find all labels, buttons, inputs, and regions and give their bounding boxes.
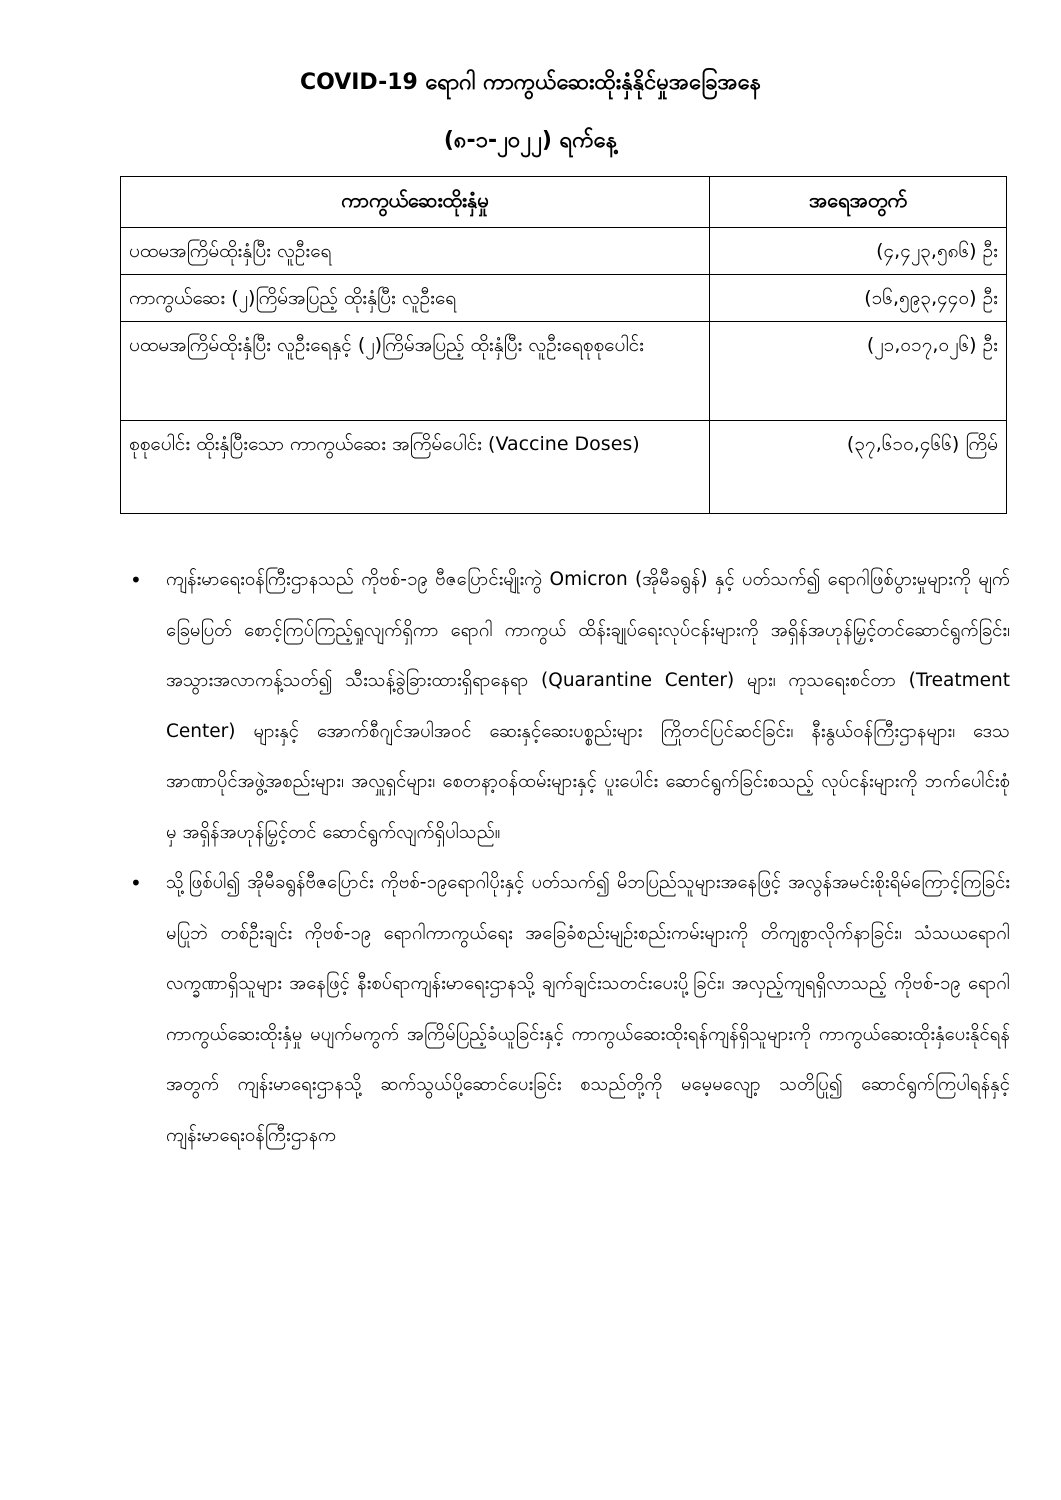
table-row bbox=[121, 275, 1007, 322]
bullet-item bbox=[120, 555, 1010, 858]
row-value: (၁၆,၅၉၃,၄၄၀) ဦး bbox=[710, 275, 1007, 322]
row-value: (၂၁,၀၁၇,၀၂၆) ဦး bbox=[710, 322, 1007, 421]
date-line: (၈-၁-၂၀၂၂) ရက်နေ့ bbox=[443, 128, 618, 153]
bullet-list bbox=[120, 555, 1010, 1161]
bullet-icon: • bbox=[130, 871, 142, 895]
bullet-text: သို့ဖြစ်ပါ၍ အိုမီခရွန်ဗီဇပြောင်း ကိုဗစ်-၁၉ရောဂါပိုးနှင့် ပတ်သက်၍ မိဘပြည်သူများအနေဖြင့် အလွန်အမင်းစိုးရိမ်ကြောင့်ကြခြင်းမပြုဘဲ တစ်ဦးချင်း ကိုဗစ်-၁၉ ရောဂါကာကွယ်ရေး အခြေခံစည်းမျဉ်းစည်းကမ်းများကို တိကျစွာလိုက်နာခြင်း၊ သံသယရောဂါလက္ခဏာရှိသူများ အနေဖြင့် နီးစပ်ရာကျန်းမာရေးဌာနသို့ ချက်ချင်းသတင်းပေးပို့ခြင်း၊ အလှည့်ကျရရှိလာသည့် ကိုဗစ်-၁၉ ရောဂါ ကာကွယ်ဆေးထိုးနှံမှု မပျက်မကွက် အကြိမ်ပြည့်ခံယူခြင်းနှင့် ကာကွယ်ဆေးထိုးရန်ကျန်ရှိသူများကို ကာကွယ်ဆေးထိုးနှံပေးနိုင်ရန်အတွက် ကျန်းမာရေးဌာနသို့ ဆက်သွယ်ပို့ဆောင်ပေးခြင်း စသည်တို့ကို မမေ့မလျော့ သတိပြု၍ ဆောင်ရွက်ကြပါရန်နှင့် ကျန်းမာရေးဝန်ကြီးဌာနက bbox=[166, 872, 1010, 1146]
row-value: (၃၇,၆၁၀,၄၆၆) ကြိမ် bbox=[710, 421, 1007, 514]
page-title: COVID-19 ရောဂါ ကာကွယ်ဆေးထိုးနှံနိုင်မှုအခြေအနေ bbox=[299, 70, 762, 95]
bullet-icon: • bbox=[130, 568, 142, 592]
row-label: ကာကွယ်ဆေး (၂)ကြိမ်အပြည့် ထိုးနှံပြီး လူဦးရေ bbox=[121, 275, 710, 322]
table-header-row bbox=[121, 177, 1007, 228]
column-header-count: အရေအတွက် bbox=[710, 177, 1007, 228]
bullet-item bbox=[120, 858, 1010, 1161]
table-row bbox=[121, 421, 1007, 514]
vaccination-table bbox=[120, 176, 1007, 514]
column-header-description: ကာကွယ်ဆေးထိုးနှံမှု bbox=[121, 177, 710, 228]
table-row bbox=[121, 228, 1007, 275]
row-label: ပထမအကြိမ်ထိုးနှံပြီး လူဦးရေနှင့် (၂)ကြိမ်အပြည့် ထိုးနှံပြီး လူဦးရေစုစုပေါင်း bbox=[121, 322, 710, 421]
table-row bbox=[121, 322, 1007, 421]
bullet-text: ကျန်းမာရေးဝန်ကြီးဌာနသည် ကိုဗစ်-၁၉ ဗီဇပြောင်းမျိုးကွဲ Omicron (အိုမီခရွန်) နှင့် ပတ်သက်၍ ရောဂါဖြစ်ပွားမှုများကို မျက်ခြေမပြတ် စောင့်ကြပ်ကြည့်ရှုလျက်ရှိကာ ရောဂါ ကာကွယ် ထိန်းချုပ်ရေးလုပ်ငန်းများကို အရှိန်အဟုန်မြှင့်တင်ဆောင်ရွက်ခြင်း၊ အသွားအလာကန့်သတ်၍ သီးသန့်ခွဲခြားထားရှိရာနေရာ (Quarantine Center) များ၊ ကုသရေးစင်တာ (Treatment Center) များနှင့် အောက်စီဂျင်အပါအဝင် ဆေးနှင့်ဆေးပစ္စည်းများ ကြိုတင်ပြင်ဆင်ခြင်း၊ နီးနွယ်ဝန်ကြီးဌာနများ၊ ဒေသအာဏာပိုင်အဖွဲ့အစည်းများ၊ အလှူရှင်များ၊ စေတနာ့ဝန်ထမ်းများနှင့် ပူးပေါင်း ဆောင်ရွက်ခြင်းစသည့် လုပ်ငန်းများကို ဘက်ပေါင်းစုံမှ အရှိန်အဟုန်မြှင့်တင် ဆောင်ရွက်လျက်ရှိပါသည်။ bbox=[166, 569, 1010, 843]
row-label: စုစုပေါင်း ထိုးနှံပြီးသော ကာကွယ်ဆေး အကြိမ်ပေါင်း (Vaccine Doses) bbox=[121, 421, 710, 514]
row-label: ပထမအကြိမ်ထိုးနှံပြီး လူဦးရေ bbox=[121, 228, 710, 275]
row-value: (၄,၄၂၃,၅၈၆) ဦး bbox=[710, 228, 1007, 275]
